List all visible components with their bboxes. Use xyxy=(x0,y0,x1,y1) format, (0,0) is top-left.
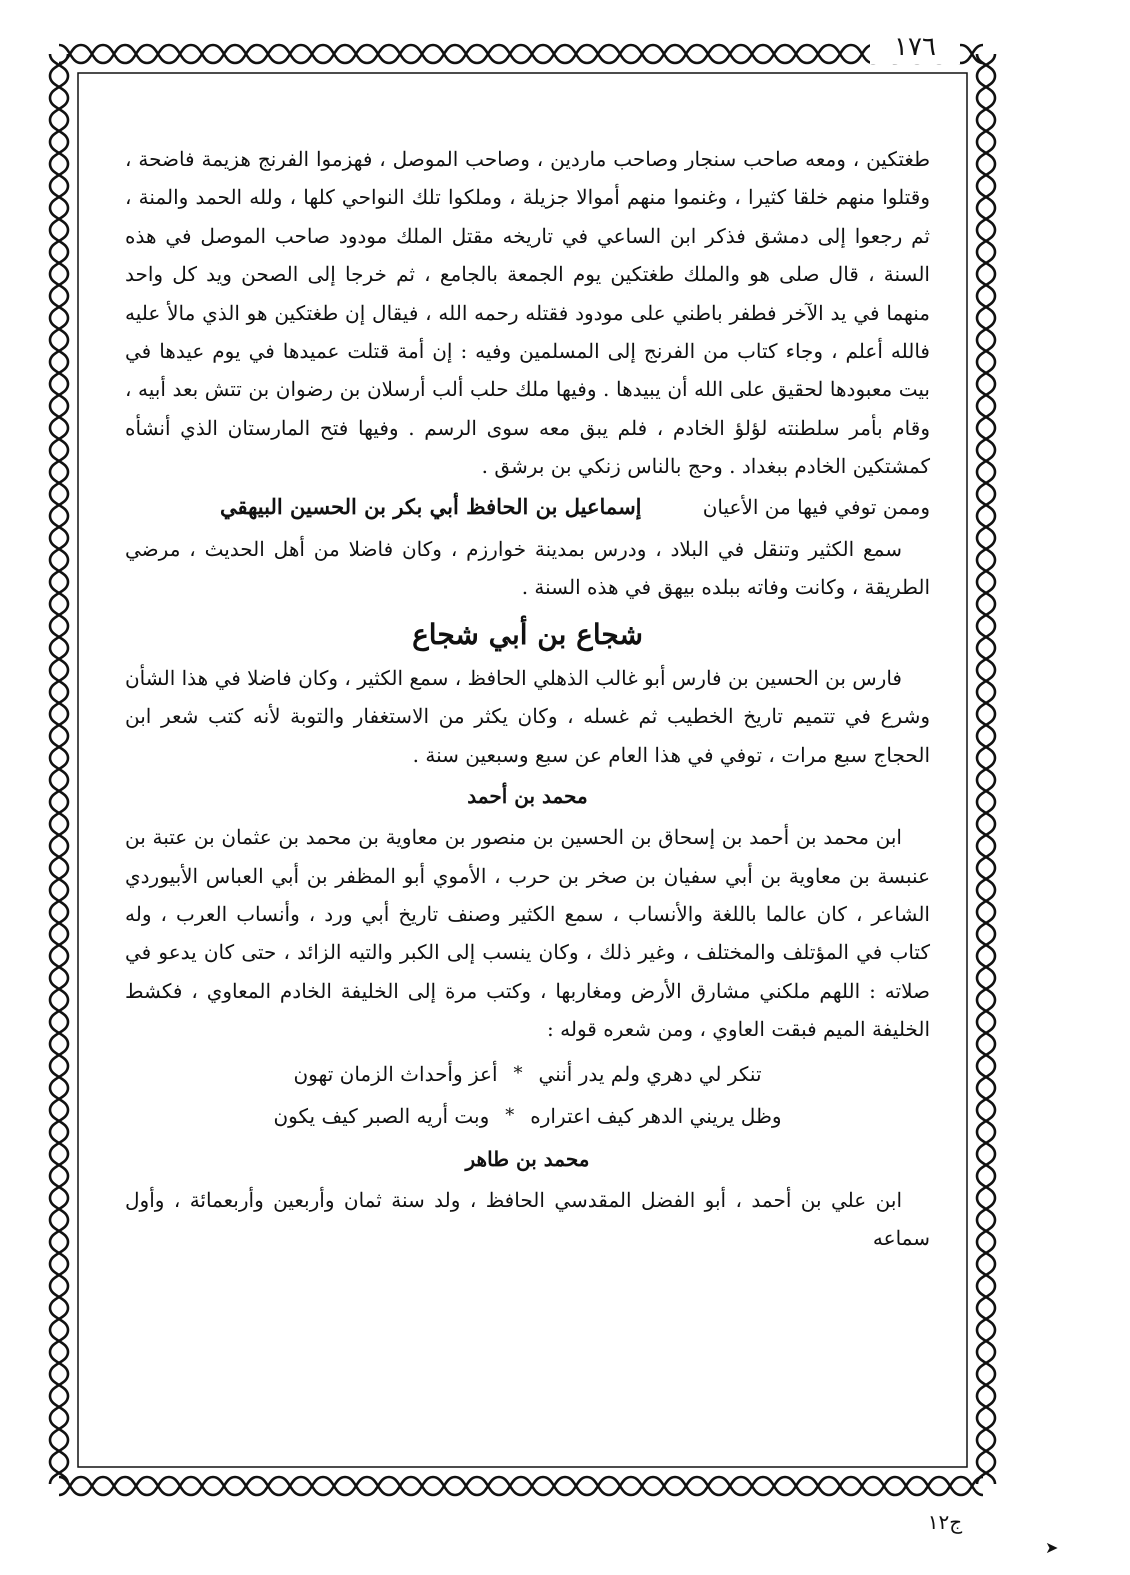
notable-line xyxy=(125,488,930,526)
hemistich-second: أعز وأحداث الزمان تهون xyxy=(293,1061,498,1086)
entry-heading-muhammad-tahir: محمد بن طاهر xyxy=(465,1146,590,1171)
entry-text-ismail: سمع الكثير وتنقل في البلاد ، ودرس بمدينة خوارزم ، وكان فاضلا من أهل الحديث ، مرضي الطريقة ، وكانت وفاته ببلده بيهق في هذه السنة . xyxy=(125,537,930,600)
arrow-icon: ➤ xyxy=(1045,1538,1059,1557)
poem xyxy=(125,1053,930,1137)
hemistich-second: وبت أريه الصبر كيف يكون xyxy=(273,1103,490,1128)
intro-paragraph: طغتكين ، ومعه صاحب سنجار وصاحب ماردين ، وصاحب الموصل ، فهزموا الفرنج هزيمة فاضحة ، وقتلوا منهم خلقا كثيرا ، وغنموا منهم أموالا جزيلة ، وملكوا تلك النواحي كلها ، ولله الحمد والمنة ، ثم رجعوا إلى دمشق فذكر ابن الساعي في تاريخه مقتل الملك مودود صاحب الموصل في هذه السنة ، قال صلى هو والملك طغتكين يوم الجمعة بالجامع ، ثم خرجا إلى الصحن ويد كل واحد منهما في يد الآخر فطفر باطني على مودود فقتله رحمه الله ، فيقال إن طغتكين هو الذي مالأ عليه فالله أعلم ، وجاء كتاب من الفرنج إلى المسلمين وفيه : إن أمة قتلت عميدها في يوم عيدها في بيت معبودها لحقيق على الله أن يبيدها . وفيها ملك حلب ألب أرسلان بن رضوان بن تتش بعد أبيه ، وقام بأمر سلطنته لؤلؤ الخادم ، فلم يبق معه سوى الرسم . وفيها فتح المارستان الذي أنشأه كمشتكين الخادم ببغداد . وحج بالناس زنكي بن برشق . xyxy=(125,147,930,479)
notables-intro: وممن توفي فيها من الأعيان xyxy=(702,494,930,519)
page-body xyxy=(125,140,930,1257)
hemistich-first: تنكر لي دهري ولم يدر أنني xyxy=(538,1061,762,1086)
poem-verse xyxy=(125,1053,930,1095)
verse-separator: * xyxy=(505,1104,515,1126)
page-number: ١٧٦ xyxy=(870,30,960,64)
entry-heading-muhammad-ahmad: محمد بن أحمد xyxy=(467,784,588,809)
verse-separator: * xyxy=(513,1062,523,1084)
entry-text-muhammad-tahir: ابن علي بن أحمد ، أبو الفضل المقدسي الحافظ ، ولد سنة ثمان وأربعين وأربعمائة ، وأول سماعه xyxy=(125,1187,930,1250)
entry-text-muhammad-ahmad: ابن محمد بن أحمد بن إسحاق بن الحسين بن منصور بن معاوية بن محمد بن عثمان بن عتبة بن عنبسة بن معاوية بن أبي سفيان بن صخر بن حرب ، الأموي أبو المظفر بن أبي العباس الأبيوردي الشاعر ، كان عالما باللغة والأنساب ، سمع الكثير وصنف تاريخ أبي ورد ، وأنساب العرب ، وله كتاب في المؤتلف والمختلف ، وغير ذلك ، وكان ينسب إلى الكبر والتيه الزائد ، حتى كان يدعو في صلاته : اللهم ملكني مشارق الأرض ومغاربها ، وكتب مرة إلى الخليفة الخادم المعاوي ، فكشط الخليفة الميم فبقت العاوي ، ومن شعره قوله : xyxy=(125,825,931,1042)
hemistich-first: وظل يريني الدهر كيف اعتراره xyxy=(530,1103,782,1128)
entry-text-shuja: فارس بن الحسين بن فارس أبو غالب الذهلي الحافظ ، سمع الكثير ، وكان فاضلا في هذا الشأن وشرع في تتميم تاريخ الخطيب ثم غسله ، وكان يكثر من الاستغفار والتوبة لأنه كتب شعر ابن الحجاج سبع مرات ، توفي في هذا العام عن سبع وسبعين سنة . xyxy=(124,665,930,767)
entry-heading-shuja: شجاع بن أبي شجاع xyxy=(412,617,643,651)
poem-verse xyxy=(125,1095,930,1137)
entry-heading-ismail: إسماعيل بن الحافظ أبي بكر بن الحسين البيهقي xyxy=(220,493,642,519)
footer-signature: ج١٢ xyxy=(927,1510,963,1534)
